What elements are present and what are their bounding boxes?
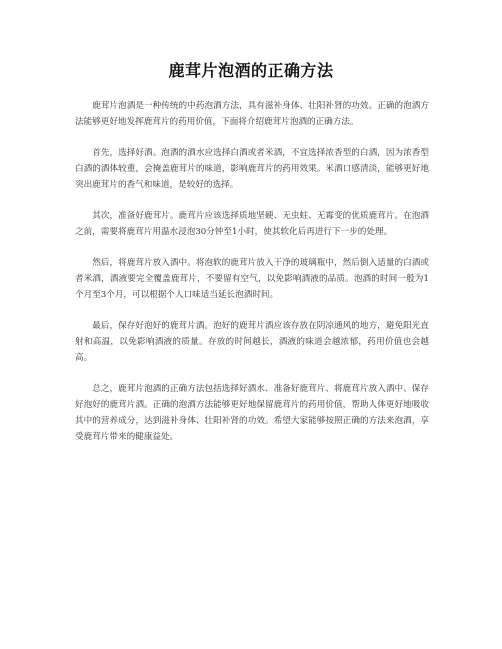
paragraph-choose-liquor: 首先，选择好酒。泡酒的酒水应选择白酒或者米酒，不宜选择浓香型的白酒，因为浓香型白酒的酒体较重，会掩盖鹿茸片的味道，影响鹿茸片的药用效果。米酒口感清淡，能够更好地突出鹿茸片的香气和味道，是较好的选择。 <box>75 148 429 190</box>
paragraph-steep-in-liquor: 然后，将鹿茸片放入酒中。将泡软的鹿茸片放入干净的玻璃瓶中，然后倒入适量的白酒或者米酒，酒液要完全覆盖鹿茸片，不要留有空气，以免影响酒液的品质。泡酒的时间一般为1个月至3个月，可以根据个人口味适当延长泡酒时间。 <box>75 258 429 300</box>
paragraph-storage: 最后，保存好泡好的鹿茸片酒。泡好的鹿茸片酒应该存放在阴凉通风的地方，避免阳光直射和高温，以免影响酒液的质量。存放的时间越长，酒液的味道会越浓郁，药用价值也会越高。 <box>75 321 429 363</box>
document-body <box>75 98 429 460</box>
document-title: 鹿茸片泡酒的正确方法 <box>168 61 334 80</box>
paragraph-summary: 总之，鹿茸片泡酒的正确方法包括选择好酒水、准备好鹿茸片、将鹿茸片放入酒中、保存好泡好的鹿茸片酒。正确的泡酒方法能够更好地保留鹿茸片的药用价值，帮助人体更好地吸收其中的营养成分，达到滋补身体、壮阳补肾的功效。希望大家能够按照正确的方法来泡酒，享受鹿茸片带来的健康益处。 <box>75 384 429 442</box>
paragraph-prepare-slices: 其次，准备好鹿茸片。鹿茸片应该选择质地坚硬、无虫蛀、无霉变的优质鹿茸片。在泡酒之前，需要将鹿茸片用温水浸泡30分钟至1小时，使其软化后再进行下一步的处理。 <box>75 211 429 237</box>
paragraph-intro: 鹿茸片泡酒是一种传统的中药泡酒方法，具有滋补身体、壮阳补肾的功效。正确的泡酒方法能够更好地发挥鹿茸片的药用价值，下面将介绍鹿茸片泡酒的正确方法。 <box>75 101 429 127</box>
